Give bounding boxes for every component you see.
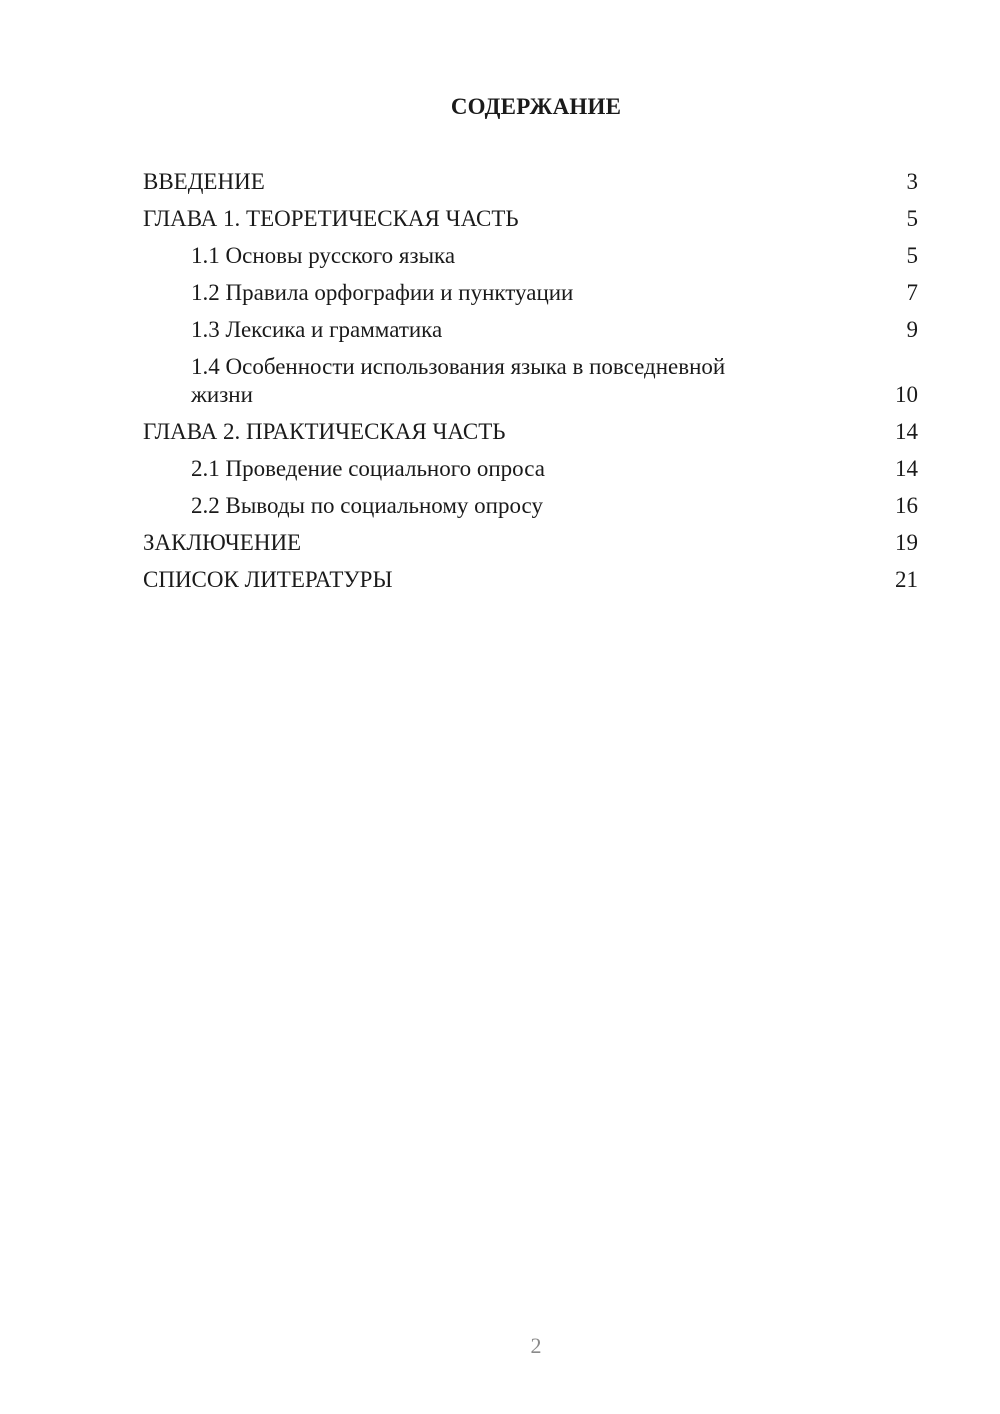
toc-entry-page: 19 <box>895 530 918 555</box>
toc-title: СОДЕРЖАНИЕ <box>450 94 622 119</box>
toc-entry-chapter-1 <box>143 205 918 233</box>
toc-entry-text: 1.1 Основы русского языка <box>191 243 456 268</box>
toc-entry-page: 16 <box>895 493 918 518</box>
table-of-contents <box>143 168 918 603</box>
toc-entry-text: ВВЕДЕНИЕ <box>143 169 265 194</box>
toc-entry-text: 1.4 Особенности использования языка в повседневной жизни <box>191 354 726 407</box>
toc-entry-text: ГЛАВА 2. ПРАКТИЧЕСКАЯ ЧАСТЬ <box>143 419 506 444</box>
toc-entry-references <box>143 566 918 594</box>
toc-entry-page: 5 <box>906 206 918 231</box>
toc-entry-page: 14 <box>895 456 918 481</box>
toc-entry-section-1-2 <box>143 279 918 307</box>
toc-entry-page: 5 <box>906 243 918 268</box>
toc-entry-page: 21 <box>895 567 918 592</box>
toc-entry-chapter-2 <box>143 418 918 446</box>
toc-entry-page: 10 <box>895 382 918 407</box>
toc-entry-section-1-1 <box>143 242 918 270</box>
toc-entry-section-1-4 <box>143 353 918 409</box>
toc-entry-page: 14 <box>895 419 918 444</box>
toc-entry-conclusion <box>143 529 918 557</box>
toc-entry-text: ГЛАВА 1. ТЕОРЕТИЧЕСКАЯ ЧАСТЬ <box>143 206 519 231</box>
toc-entry-text: СПИСОК ЛИТЕРАТУРЫ <box>143 567 393 592</box>
toc-entry-page: 3 <box>906 169 918 194</box>
toc-entry-text: 2.2 Выводы по социальному опросу <box>191 493 543 518</box>
toc-entry-section-2-1 <box>143 455 918 483</box>
toc-entry-page: 7 <box>906 280 918 305</box>
toc-entry-section-2-2 <box>143 492 918 520</box>
toc-entry-introduction <box>143 168 918 196</box>
toc-entry-text: 1.2 Правила орфографии и пунктуации <box>191 280 574 305</box>
page-number: 2 <box>530 1333 542 1358</box>
toc-entry-text: 1.3 Лексика и грамматика <box>191 317 443 342</box>
toc-entry-section-1-3 <box>143 316 918 344</box>
toc-entry-text: ЗАКЛЮЧЕНИЕ <box>143 530 302 555</box>
toc-entry-text: 2.1 Проведение социального опроса <box>191 456 545 481</box>
toc-entry-page: 9 <box>906 317 918 342</box>
